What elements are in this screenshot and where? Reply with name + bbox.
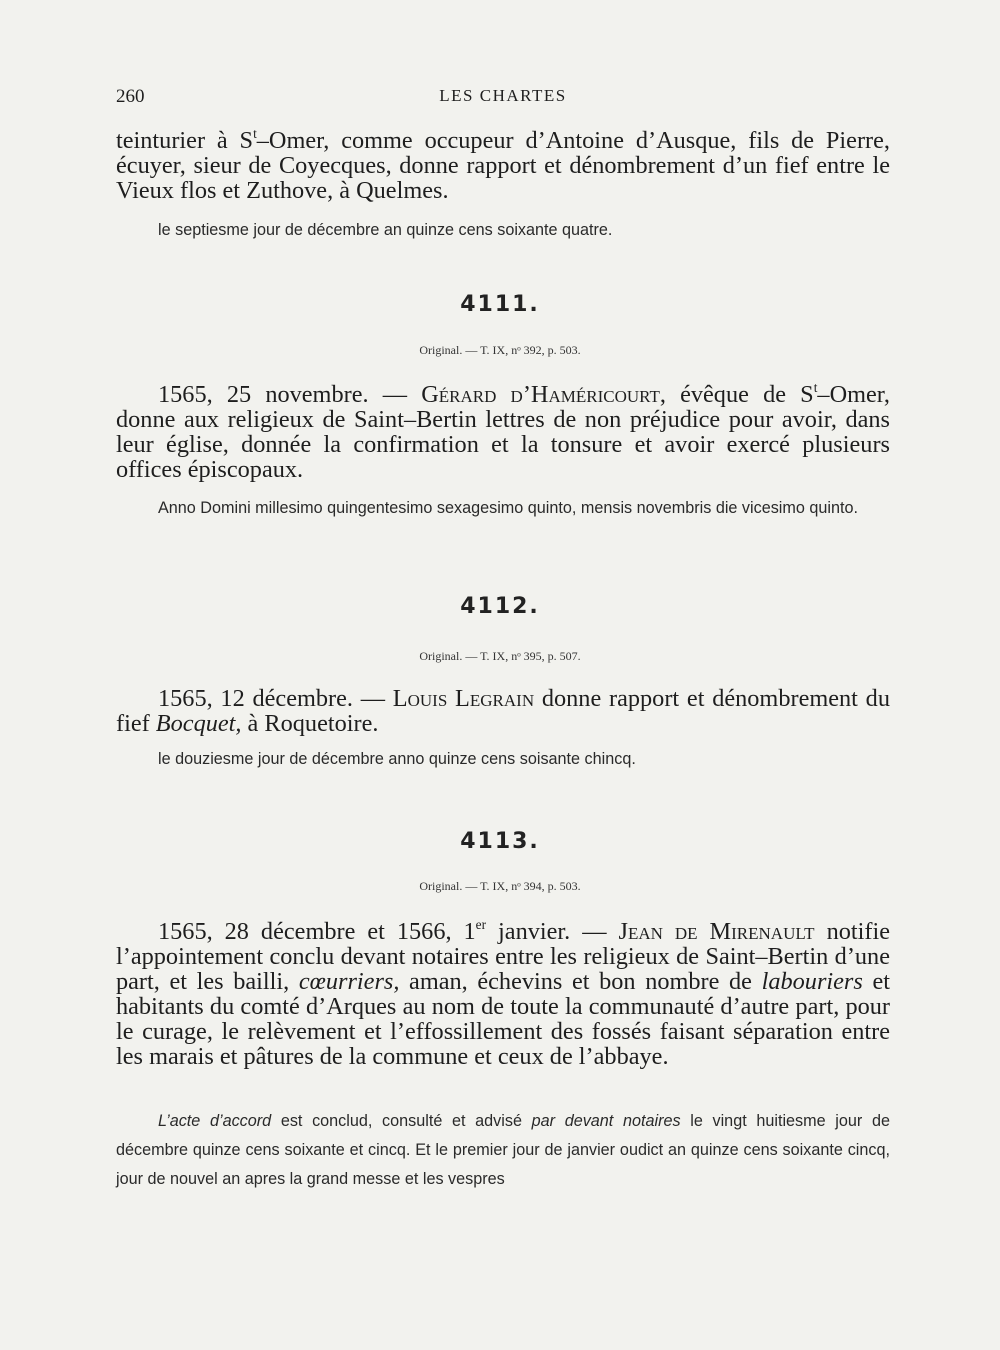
entry-4113-quote-italic-1: L’acte d’accord xyxy=(158,1112,272,1130)
entry-4112-quote: le douziesme jour de décembre anno quinze cens soisante chincq. xyxy=(158,750,636,768)
entry-4113-text-c: et habitants du comté d’Arques au nom de toute la communauté d’autre part, pour le curage, le relèvement et l’effossillement des fossés faisant séparation entre les marais et pâtures de la commune et ceux de l’abbaye. xyxy=(116,968,890,1070)
entry-4113-body xyxy=(116,916,890,1070)
entry-4112-fief: Bocquet, xyxy=(155,710,242,737)
entry-4113-italic-1: cœurriers, xyxy=(298,968,400,995)
entry-4112-text-a: donne rapport et dénombrement du fief xyxy=(116,685,890,737)
entry-prev-body xyxy=(116,125,890,204)
entry-4111-person: Gérard d’Haméricourt xyxy=(421,381,660,408)
entry-number-4113: 4113. xyxy=(460,829,540,854)
entry-4112-body xyxy=(116,686,890,736)
entry-number-4111: 4111. xyxy=(460,292,540,317)
entry-4113-quote-a: est conclud, consulté et advisé xyxy=(271,1112,532,1130)
entry-4113-date-a: 1565, 28 décembre et 1566, 1 xyxy=(158,918,476,945)
entry-4112-text-b: à Roquetoire. xyxy=(241,710,379,737)
entry-4111-date: 1565, 25 novembre. — xyxy=(158,381,422,408)
entry-4113-date-sup: er xyxy=(475,916,487,932)
entry-4113-quote xyxy=(116,1107,890,1194)
entry-4111-text-b: –Omer, donne aux religieux de Saint–Bertin lettres de non préjudice pour avoir, dans leur église, donnée la confirmation et la tonsure et avoir exercé plusieurs offices épiscopaux. xyxy=(116,381,890,483)
entry-4112-date: 1565, 12 décembre. — xyxy=(158,685,393,712)
entry-prev-quote: le septiesme jour de décembre an quinze cens soixante quatre. xyxy=(158,221,613,239)
source-4113: Original. — T. IX, nᵒ 394, p. 503. xyxy=(419,879,581,893)
page-number: 260 xyxy=(116,86,145,107)
entry-4111-quote: Anno Domini millesimo quingentesimo sexagesimo quinto, mensis novembris die vicesimo quinto. xyxy=(158,499,858,517)
running-header xyxy=(116,86,890,112)
entry-4113-quote-italic-2: par devant notaires xyxy=(531,1112,681,1130)
entry-4111-sup: t xyxy=(813,379,818,395)
entry-4113-quote-b: le vingt huitiesme jour de décembre quinze cens soixante et cincq. Et le premier jour de janvier oudict an quinze cens soixante cincq, jour de nouvel an apres la grand messe et les vespres xyxy=(116,1112,890,1188)
running-title: LES CHARTES xyxy=(439,86,567,105)
entry-4111-body xyxy=(116,379,890,483)
entry-4113-date-b: janvier. — xyxy=(486,918,619,945)
source-4111: Original. — T. IX, nᵒ 392, p. 503. xyxy=(419,343,581,357)
entry-4113-text-b: aman, échevins et bon nombre de xyxy=(399,968,762,995)
entry-4113-text-a: notifie l’appointement conclu devant notaires entre les religieux de Saint–Bertin d’une part, et les bailli, xyxy=(116,918,890,995)
entry-4111-text-a: , évêque de S xyxy=(659,381,814,408)
entry-4113-person: Jean de Mirenault xyxy=(618,918,815,945)
entry-prev-sup: t xyxy=(253,125,257,141)
source-4112: Original. — T. IX, nᵒ 395, p. 507. xyxy=(419,649,581,663)
entry-prev-text-b: –Omer, comme occupeur d’Antoine d’Ausque, fils de Pierre, écuyer, sieur de Coyecques, donne rapport et dénombrement d’un fief entre le Vieux flos et Zuthove, à Quelmes. xyxy=(116,127,890,204)
entry-4113-italic-2: labouriers xyxy=(761,968,863,995)
entry-number-4112: 4112. xyxy=(460,594,540,619)
entry-4112-person: Louis Legrain xyxy=(392,685,535,712)
entry-prev-text-a: teinturier à S xyxy=(116,127,254,154)
